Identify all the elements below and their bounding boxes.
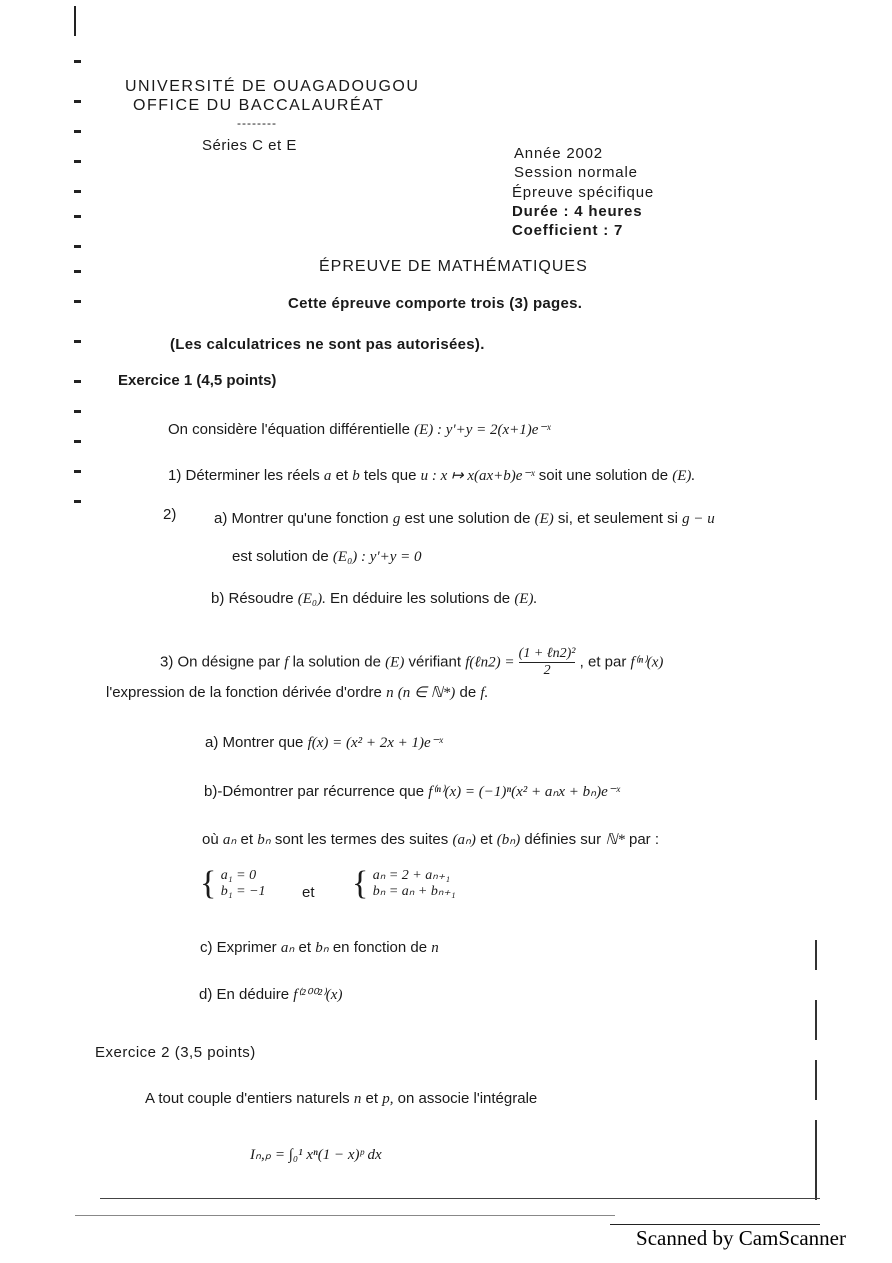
ex1-q3-n: n: [386, 685, 394, 701]
ex2-integral: Iₙ,ₚ = ∫₀¹ xⁿ(1 − x)ᵖ dx: [250, 1147, 382, 1163]
session: Session normale: [514, 164, 638, 181]
system-1-line-2: b₁ = −1: [220, 884, 266, 899]
ex1-q3-def: de: [459, 684, 477, 701]
ex1-q3-fraction: [519, 646, 576, 679]
system-1-line-1: a₁ = 0: [220, 868, 257, 883]
coefficient: Coefficient : 7: [512, 222, 624, 239]
scan-mark: [74, 245, 81, 248]
ex1-intro-text: On considère l'équation différentielle: [168, 421, 410, 438]
ex1-q3-verif: vérifiant: [408, 653, 462, 671]
scan-mark: [74, 190, 81, 193]
ex1-q2b-E0: (E₀).: [297, 591, 326, 607]
pages-note: Cette épreuve comporte trois (3) pages.: [288, 295, 583, 312]
ex1-q3b: [188, 782, 620, 801]
ex1-q3c-n: n: [431, 940, 439, 956]
ex1-q3b-seq-a: (aₙ): [452, 832, 476, 848]
ex2-et: et: [365, 1090, 379, 1107]
ex1-q3d: [199, 985, 342, 1004]
camscanner-watermark: Scanned by CamScanner: [636, 1226, 846, 1250]
ex1-q1-text: 1) Déterminer les réels: [168, 467, 320, 484]
system-2: [352, 865, 456, 902]
ex1-q3-f: f: [284, 654, 289, 671]
ex1-intro: [168, 420, 551, 439]
scan-mark: [815, 940, 817, 970]
ex1-q1-end: soit une solution de: [538, 467, 669, 484]
ex1-q3b-an: aₙ: [222, 832, 237, 848]
ex1-q3b-seq-b: (bₙ): [496, 832, 521, 848]
ex1-q3b-sequences: [202, 830, 659, 849]
ex2-intro-end: on associe l'intégrale: [397, 1090, 538, 1107]
ex1-q3-frac-num: (1 + ℓn2)²: [518, 646, 576, 661]
ex1-q2a-text: a) Montrer qu'une fonction: [214, 510, 389, 527]
ex1-q3c: [200, 938, 439, 957]
scan-mark: [74, 100, 81, 103]
ex1-q2a-line2-text: est solution de: [232, 548, 329, 565]
ex1-q1-b: b: [352, 468, 360, 484]
ex1-q1-et: et: [335, 467, 349, 484]
ex1-q3c-et: et: [298, 939, 312, 956]
ex1-q3d-eq: f⁽²⁰⁰²⁾(x): [293, 987, 343, 1003]
ex1-q2b-end: En déduire les solutions de: [330, 590, 511, 607]
ex1-q3: [160, 646, 663, 679]
system-et: et: [302, 884, 315, 901]
ex1-q3b-et: et: [240, 831, 254, 848]
series: Séries C et E: [202, 137, 297, 154]
scan-line: [75, 1215, 615, 1216]
ex1-q2a-E: (E): [534, 511, 554, 527]
ex1-q3-nset: (n ∈ ℕ*): [397, 685, 456, 701]
ex1-q3b-end: définies sur: [524, 831, 602, 848]
ex1-q3b-text: b)-Démontrer par récurrence que: [204, 783, 425, 800]
ex1-q2a-end: si, et seulement si: [557, 510, 678, 527]
ex1-q2a-g: g: [392, 511, 401, 527]
ex1-q3-frac-den: 2: [543, 663, 551, 678]
system-2-line-2: bₙ = aₙ + bₙ₊₁: [372, 884, 456, 899]
calc-note: (Les calculatrices ne sont pas autorisées).: [170, 336, 485, 353]
ex1-q3c-an: aₙ: [280, 940, 295, 956]
ex1-q1-a: a: [323, 468, 332, 484]
ex1-q3c-bn: bₙ: [315, 940, 329, 956]
scan-margin: [72, 0, 86, 1230]
annee: Année 2002: [514, 145, 603, 162]
ex1-q2a-gu: g − u: [682, 511, 715, 527]
ex1-q2a-eq: (E₀) : y'+y = 0: [332, 549, 422, 565]
ex1-q3-mid: la solution de: [292, 653, 381, 671]
ex1-q3b-eq: f⁽ⁿ⁾(x) = (−1)ⁿ(x² + aₙx + bₙ)e⁻ˣ: [428, 784, 620, 800]
scan-mark: [74, 380, 81, 383]
ex1-q3-eq-lhs: f(ℓn2) =: [465, 654, 515, 671]
ex1-q2a-mid: est une solution de: [404, 510, 531, 527]
ex1-q3b-N: ℕ*: [605, 832, 625, 848]
scan-mark: [815, 1060, 817, 1100]
epreuve-type: Épreuve spécifique: [512, 184, 654, 201]
scan-mark: [74, 6, 76, 36]
ex1-q1-eq: u : x ↦ x(ax+b)e⁻ˣ: [420, 468, 535, 484]
brace-icon: {: [200, 865, 217, 902]
ex1-q3b-mid: sont les termes des suites: [274, 831, 449, 848]
scan-mark: [74, 270, 81, 273]
ex1-q3a-eq: f(x) = (x² + 2x + 1)e⁻ˣ: [307, 735, 443, 751]
scan-mark: [74, 500, 81, 503]
ex1-q1: [168, 466, 695, 485]
exercise-2-heading: Exercice 2 (3,5 points): [95, 1044, 256, 1061]
ex1-q2b: [211, 590, 537, 608]
ex2-n: n: [353, 1091, 362, 1107]
ex2-intro-text: A tout couple d'entiers naturels: [145, 1090, 350, 1107]
scan-mark: [74, 340, 81, 343]
ex1-q1-E: (E).: [672, 468, 696, 484]
header-divider: --------: [237, 116, 277, 130]
scan-line: [100, 1198, 820, 1199]
ex1-q3a: [205, 733, 443, 752]
ex1-q3a-text: a) Montrer que: [205, 734, 304, 751]
ex1-q3b-ou: où: [202, 831, 219, 848]
page-title: ÉPREUVE DE MATHÉMATIQUES: [319, 258, 588, 275]
exercise-1-heading: Exercice 1 (4,5 points): [118, 372, 277, 389]
ex1-q1-mid: tels que: [363, 467, 417, 484]
ex1-q2-number: 2): [163, 506, 177, 523]
duree: Durée : 4 heures: [512, 203, 643, 220]
scan-mark: [74, 410, 81, 413]
brace-icon: {: [352, 865, 369, 902]
office-name: OFFICE DU BACCALAURÉAT: [133, 97, 385, 114]
ex1-q3-text: 3) On désigne par: [160, 653, 281, 671]
ex1-q3-fn: f⁽ⁿ⁾(x): [630, 654, 664, 671]
scan-mark: [74, 60, 81, 63]
ex1-intro-equation: (E) : y'+y = 2(x+1)e⁻ˣ: [414, 422, 551, 438]
ex1-q3d-text: d) En déduire: [199, 986, 290, 1003]
system-2-line-1: aₙ = 2 + aₙ₊₁: [372, 868, 451, 883]
ex2-p: p,: [382, 1091, 394, 1107]
scan-mark: [74, 440, 81, 443]
scan-mark: [74, 470, 81, 473]
system-1: [200, 865, 266, 902]
ex1-q3-f2: f.: [480, 685, 489, 701]
scan-mark: [74, 300, 81, 303]
ex1-q2a-line2: [232, 548, 422, 566]
system-2-lines: [373, 868, 456, 900]
ex1-q3c-text: c) Exprimer: [200, 939, 277, 956]
ex1-q2b-text: b) Résoudre: [211, 590, 294, 607]
scan-mark: [74, 130, 81, 133]
scan-line: [610, 1224, 820, 1225]
ex1-q3-E: (E): [385, 654, 405, 671]
ex1-q3-line2: [106, 683, 488, 702]
ex2-intro: [145, 1090, 537, 1108]
scan-mark: [74, 215, 81, 218]
ex1-q3b-par: par :: [629, 831, 660, 848]
scan-mark: [815, 1120, 817, 1200]
ex1-q3b-bn: bₙ: [257, 832, 271, 848]
ex1-q3b-et2: et: [480, 831, 493, 848]
ex1-q3-etpar: , et par: [579, 653, 627, 671]
ex1-q2b-E: (E).: [514, 591, 538, 607]
scan-mark: [74, 160, 81, 163]
system-1-lines: [221, 868, 266, 900]
ex1-q3c-end: en fonction de: [332, 939, 428, 956]
scan-mark: [815, 1000, 817, 1040]
ex1-q2a: [214, 510, 715, 528]
ex1-q3-line2-text: l'expression de la fonction dérivée d'ordre: [106, 684, 382, 701]
university-name: UNIVERSITÉ DE OUAGADOUGOU: [125, 78, 420, 95]
